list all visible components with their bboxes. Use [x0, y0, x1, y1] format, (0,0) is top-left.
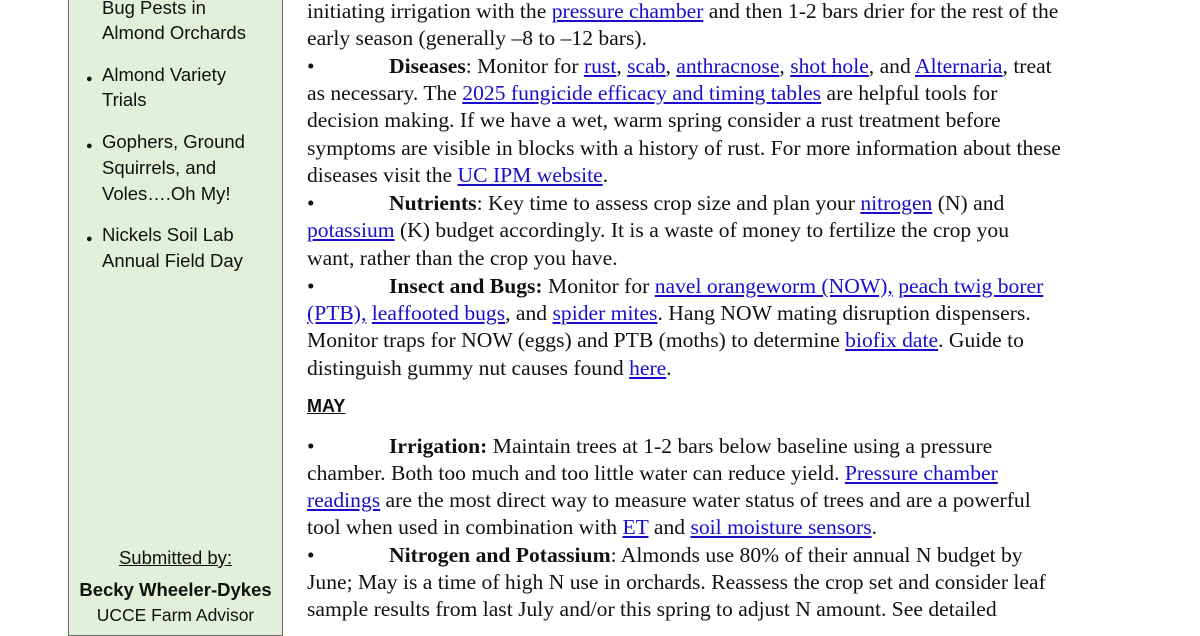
bullet-icon: • [307, 191, 315, 215]
text-run: as necessary. The [307, 81, 463, 105]
text-run: , [665, 54, 677, 78]
hyperlink[interactable]: pressure chamber [551, 0, 704, 23]
text-line [307, 162, 608, 189]
text-run: (K) budget accordingly. It is a waste of money to fertilize the crop you [394, 218, 1009, 242]
hyperlink[interactable]: shot hole [790, 54, 869, 78]
text-line [307, 25, 647, 52]
text-line [307, 355, 672, 382]
text-run: distinguish gummy nut causes found [307, 356, 630, 380]
text-run: and then 1-2 bars drier for the rest of the [703, 0, 1059, 23]
sidebar-item-line[interactable]: Annual Field Day [102, 250, 243, 271]
sidebar-item-line[interactable]: Almond Variety [102, 64, 227, 85]
text-run: are the most direct way to measure water status of trees and are a powerful [380, 488, 1031, 512]
bullet-icon: ● [86, 73, 93, 85]
text-run: symptoms are visible in blocks with a history of rust. For more information about these [307, 136, 1061, 160]
text-line [307, 0, 1058, 25]
hyperlink[interactable]: ET [622, 515, 649, 539]
text-line [307, 135, 1061, 162]
bullet-label: Irrigation: [389, 434, 488, 458]
bullet-label: Insect and Bugs: [389, 274, 543, 298]
text-line [307, 190, 1004, 217]
sidebar-item-line[interactable]: Almond Orchards [102, 22, 246, 43]
sidebar-item-line[interactable]: Squirrels, and [102, 157, 217, 178]
text-run: . [602, 163, 609, 187]
hyperlink[interactable]: soil moisture sensors [690, 515, 872, 539]
text-line [307, 596, 997, 623]
hyperlink[interactable]: navel orangeworm (NOW), [654, 274, 893, 298]
text-line [307, 80, 997, 107]
text-run: June; May is a time of high N use in orchards. Reassess the crop set and consider leaf [307, 570, 1046, 594]
text-line [307, 245, 618, 272]
text-line [307, 542, 1023, 569]
text-run: are helpful tools for [821, 81, 998, 105]
text-line [307, 53, 1052, 80]
text-run: . [666, 356, 672, 380]
text-line [307, 217, 1009, 244]
sidebar-item-line[interactable]: Bug Pests in [102, 0, 206, 18]
newsletter-sidebar [68, 0, 283, 636]
text-line [307, 327, 1024, 354]
text-run: tool when used in combination with [307, 515, 623, 539]
sidebar-item-line[interactable]: Voles….Oh My! [102, 183, 231, 204]
text-line [307, 433, 992, 460]
hyperlink[interactable]: spider mites [552, 301, 658, 325]
hyperlink[interactable]: peach twig borer [898, 274, 1044, 298]
bullet-icon: • [307, 543, 315, 567]
text-line [307, 273, 1043, 300]
text-run: diseases visit the [307, 163, 458, 187]
hyperlink[interactable]: anthracnose [676, 54, 780, 78]
bullet-icon: • [307, 434, 315, 458]
text-run: : Almonds use 80% of their annual N budget by [610, 543, 1023, 567]
hyperlink[interactable]: UC IPM website [457, 163, 603, 187]
text-run: , treat [1002, 54, 1052, 78]
bullet-icon: • [307, 54, 315, 78]
sidebar-item-line[interactable]: Gophers, Ground [102, 131, 245, 152]
text-line [307, 487, 1031, 514]
text-run: and [648, 515, 691, 539]
bullet-icon: ● [86, 233, 93, 245]
submitted-by-label: Submitted by: [118, 547, 233, 568]
text-run: . Hang NOW mating disruption dispensers. [657, 301, 1031, 325]
hyperlink[interactable]: biofix date [845, 328, 939, 352]
hyperlink[interactable]: scab [627, 54, 666, 78]
text-run: . [871, 515, 878, 539]
author-title: UCCE Farm Advisor [96, 605, 255, 625]
bullet-icon: ● [86, 140, 93, 152]
text-run: chamber. Both too much and too little water can reduce yield. [307, 461, 845, 485]
text-run: , and [868, 54, 915, 78]
text-run: sample results from last July and/or this spring to adjust N amount. See detailed [307, 597, 997, 621]
text-line [307, 300, 1031, 327]
bullet-label: Nitrogen and Potassium [389, 543, 611, 567]
text-run: want, rather than the crop you have. [307, 246, 618, 270]
bullet-icon: • [307, 274, 315, 298]
text-line [307, 460, 998, 487]
author-name: Becky Wheeler-Dykes [79, 579, 272, 600]
hyperlink[interactable]: potassium [307, 218, 395, 242]
hyperlink[interactable]: Pressure chamber [844, 461, 998, 485]
sidebar-item-line[interactable]: Nickels Soil Lab [102, 224, 234, 245]
text-run: Monitor for [542, 274, 655, 298]
text-run: Monitor traps for NOW (eggs) and PTB (moths) to determine [307, 328, 846, 352]
hyperlink[interactable]: rust [583, 54, 617, 78]
sidebar-item-line[interactable]: Trials [102, 89, 147, 110]
hyperlink[interactable]: 2025 fungicide efficacy and timing tables [462, 81, 822, 105]
text-line [307, 514, 877, 541]
text-run: (N) and [932, 191, 1005, 215]
hyperlink[interactable]: (PTB), [307, 301, 367, 325]
hyperlink[interactable]: readings [307, 488, 381, 512]
text-run: . Guide to [938, 328, 1024, 352]
bullet-label: Diseases [389, 54, 466, 78]
text-run: early season (generally –8 to –12 bars). [307, 26, 647, 50]
hyperlink[interactable]: leaffooted bugs [371, 301, 506, 325]
hyperlink[interactable]: here [629, 356, 667, 380]
text-line [307, 569, 1046, 596]
text-run: : Monitor for [465, 54, 584, 78]
text-run: , [779, 54, 791, 78]
text-run: Maintain trees at 1-2 bars below baseline using a pressure [487, 434, 993, 458]
hyperlink[interactable]: Alternaria [914, 54, 1003, 78]
text-run: , and [505, 301, 553, 325]
hyperlink[interactable]: nitrogen [860, 191, 933, 215]
text-run: , [616, 54, 628, 78]
text-run: initiating irrigation with the [307, 0, 552, 23]
text-run: : Key time to assess crop size and plan your [476, 191, 861, 215]
section-heading-may: MAY [307, 396, 346, 416]
bullet-label: Nutrients [389, 191, 477, 215]
text-run: decision making. If we have a wet, warm spring consider a rust treatment before [307, 108, 1001, 132]
text-line [307, 107, 1001, 134]
